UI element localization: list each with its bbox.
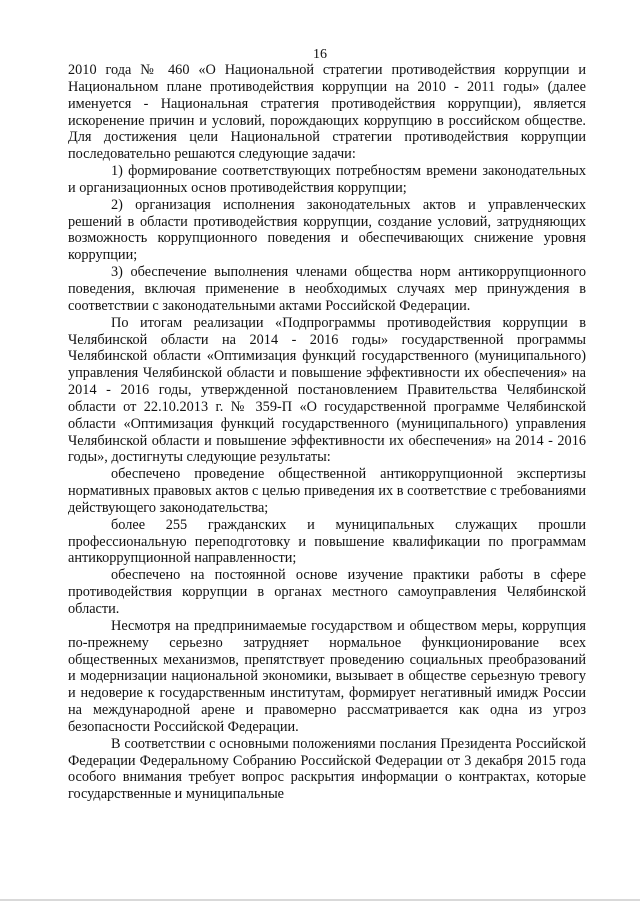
- paragraph-corruption-impact: Несмотря на предпринимаемые государством и обществом меры, коррупция по-прежнему серьезно затрудняет нормальное функционирование всех общественных механизмов, препятствует проведению социальных преобразований и модернизации национальной экономики, вызывает в обществе серьезную тревогу и недоверие к государственным институтам, формирует негативный имидж России на международной арене и правомерно рассматривается как одна из угроз безопасности Российской Федерации.: [68, 617, 586, 735]
- paragraph-result-expertise: обеспечено проведение общественной антикоррупционной экспертизы нормативных правовых актов с целью приведения их в соответствие с требованиями действующего законодательства;: [68, 466, 586, 516]
- paragraph-task-3: 3) обеспечение выполнения членами общества норм антикоррупционного поведения, включая применение в необходимых случаях мер принуждения в соответствии с законодательными актами Российской Федерации.: [68, 264, 586, 314]
- paragraph-task-2: 2) организация исполнения законодательных актов и управленческих решений в области противодействия коррупции, создание условий, затрудняющих возможность коррупционного поведения и обеспечивающих снижение уровня коррупции;: [68, 196, 586, 264]
- page-bottom-edge: [0, 899, 640, 901]
- paragraph-task-1: 1) формирование соответствующих потребностям времени законодательных и организационных основ противодействия коррупции;: [68, 163, 586, 196]
- paragraph-strategy-continuation: 2010 года № 460 «О Национальной стратегии противодействия коррупции и Национальном плане противодействия коррупции на 2010 - 2011 годы» (далее именуется - Национальная стратегия противодействия коррупции), является искоренение причин и условий, порождающих коррупцию в российском обществе. Для достижения цели Национальной стратегии противодействия коррупции последовательно решаются следующие задачи:: [68, 62, 586, 163]
- page-number: 16: [313, 47, 327, 62]
- document-body: [68, 62, 586, 803]
- paragraph-presidential-address: В соответствии с основными положениями послания Президента Российской Федерации Федеральному Собранию Российской Федерации от 3 декабря 2015 года особого внимания требует вопрос раскрытия информации о контрактах, которые государственные и муниципальные: [68, 735, 586, 803]
- paragraph-subprogram-results: По итогам реализации «Подпрограммы противодействия коррупции в Челябинской области на 2014 - 2016 годы» государственной программы Челябинской области «Оптимизация функций государственного (муниципального) управления Челябинской области и повышение эффективности их обеспечения» на 2014 - 2016 годы, утвержденной постановлением Правительства Челябинской области от 22.10.2013 г. № 359-П «О государственной программе Челябинской области «Оптимизация функций государственного (муниципального) управления Челябинской области и повышение эффективности их обеспечения» на 2014 - 2016 годы», достигнуты следующие результаты:: [68, 314, 586, 466]
- paragraph-result-training: более 255 гражданских и муниципальных служащих прошли профессиональную переподготовку и повышение квалификации по программам антикоррупционной направленности;: [68, 516, 586, 567]
- paragraph-result-practice: обеспечено на постоянной основе изучение практики работы в сфере противодействия коррупции в органах местного самоуправления Челябинской области.: [68, 567, 586, 617]
